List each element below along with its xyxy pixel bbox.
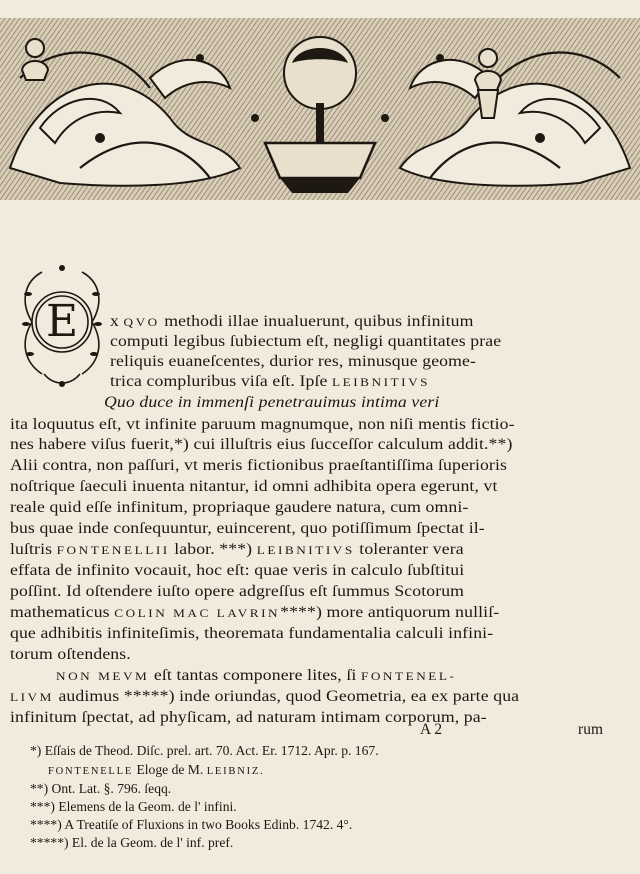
catchword: rum [578, 721, 604, 738]
footnote-segment: Eloge de M. [133, 762, 207, 777]
text-line-segment: que adhibitis infiniteſimis, theoremata fundamentalia calculi infini- [10, 625, 494, 642]
signature-mark: A 2 [420, 721, 443, 738]
footnote-segment: *) Eſſais de Theod. Diſc. prel. art. 70. Act. Er. 1712. Apr. p. 167. [30, 743, 379, 758]
text-line-segment: QVO [123, 317, 160, 329]
text-line-segment: effata de infinito vocauit, hoc eſt: quae veris in calculo ſubſtitui [10, 562, 465, 579]
text-line-segment: nes habere viſus fuerit,*) cui illuſtris eius ſucceſſor calculum addit.**) [10, 436, 513, 453]
text-line-segment: toleranter vera [354, 541, 464, 558]
footnote [30, 780, 171, 798]
text-line-segment: methodi illae inualuerunt, quibus infinitum [159, 313, 474, 330]
footnote [30, 742, 379, 760]
text-line [10, 540, 464, 561]
text-line [10, 708, 487, 728]
text-line-segment: trica compluribus viſa eſt. Ipſe [110, 373, 333, 390]
text-line-segment: bus quae inde conſequuntur, euincerent, quo potiſſimum ſpectat il- [10, 520, 485, 537]
text-line-segment: ita loquutus eſt, vt infinite paruum magnumque, non niſi mentis fictio- [10, 416, 515, 433]
text-line-segment: ****) more antiquorum nulliſ- [280, 604, 500, 621]
footnote-segment: **) Ont. Lat. §. 796. ſeqq. [30, 781, 172, 796]
text-line-segment: reliquis euaneſcentes, durior res, minusque geome- [110, 353, 477, 370]
text-line [110, 352, 476, 372]
footnote [48, 761, 265, 781]
text-line [10, 582, 464, 602]
text-line-segment: LEIBNITIVS [256, 545, 355, 557]
text-line-segment: COLIN MAC LAVRIN [114, 608, 281, 620]
footnote-segment: *****) El. de la Geom. de l' inf. pref. [30, 835, 234, 850]
drop-cap-letter: E [45, 296, 79, 347]
text-line [10, 456, 507, 476]
text-line [110, 332, 501, 352]
text-line [10, 561, 464, 581]
text-line-segment: NON MEVM [56, 671, 150, 683]
text-line-segment: labor. ***) [169, 541, 257, 558]
text-line-segment: x [110, 313, 124, 330]
text-line [56, 666, 456, 687]
text-line [10, 687, 519, 708]
text-line [10, 645, 131, 665]
footnote [30, 834, 233, 852]
text-line [10, 498, 468, 518]
text-line [104, 393, 439, 413]
text-line [10, 624, 493, 644]
text-line-segment: mathematicus [10, 604, 115, 621]
text-line-segment: FONTENEL- [360, 671, 457, 683]
text-line-segment: noſtrique ſaeculi inuenta nitantur, id omni adhibita opera egerunt, vt [10, 478, 498, 495]
text-line-segment: LIVM [10, 692, 54, 704]
text-line-segment: poſſint. Id oſtendere iuſto opere adgreſſus eſt ſummus Scotorum [10, 583, 465, 600]
drop-cap-frame [14, 262, 110, 390]
footnote-segment: ***) Elemens de la Geom. de l' infini. [30, 799, 237, 814]
footnote-segment: LEIBNIZ. [206, 766, 265, 777]
text-line-segment: computi legibus ſubiectum eſt, negligi quantitates prae [110, 333, 502, 350]
text-line-segment: torum oſtendens. [10, 646, 131, 663]
footnote-segment: FONTENELLE [48, 766, 134, 777]
text-line [10, 435, 512, 455]
text-line [10, 519, 485, 539]
text-line-segment: reale quid eſſe infinitum, propriaque gaudere natura, cum omni- [10, 499, 469, 516]
text-line [10, 477, 498, 497]
footnote [30, 816, 352, 834]
ornamental-headpiece [0, 18, 640, 200]
text-line-segment: Quo duce in immenſi penetrauimus intima veri [104, 394, 440, 411]
text-line-segment: eſt tantas componere lites, ſi [149, 667, 361, 684]
text-line-segment: infinitum ſpectat, ad phyſicam, ad naturam intimam corporum, pa- [10, 709, 487, 726]
text-line-segment: FONTENELLII [56, 545, 170, 557]
text-line [10, 603, 499, 624]
text-line [110, 372, 430, 393]
footnote-segment: ****) A Treatiſe of Fluxions in two Books Edinb. 1742. 4°. [30, 817, 353, 832]
text-line [10, 415, 515, 435]
text-line-segment: audimus *****) inde oriundas, quod Geometria, ea ex parte qua [53, 688, 520, 705]
footnote [30, 798, 237, 816]
text-line-segment: LEIBNITIVS [332, 377, 431, 389]
text-line [110, 312, 474, 333]
text-line-segment: luſtris [10, 541, 57, 558]
text-line-segment: Alii contra, non paſſuri, vt meris fictionibus praeſtantiſſima ſuperioris [10, 457, 507, 474]
